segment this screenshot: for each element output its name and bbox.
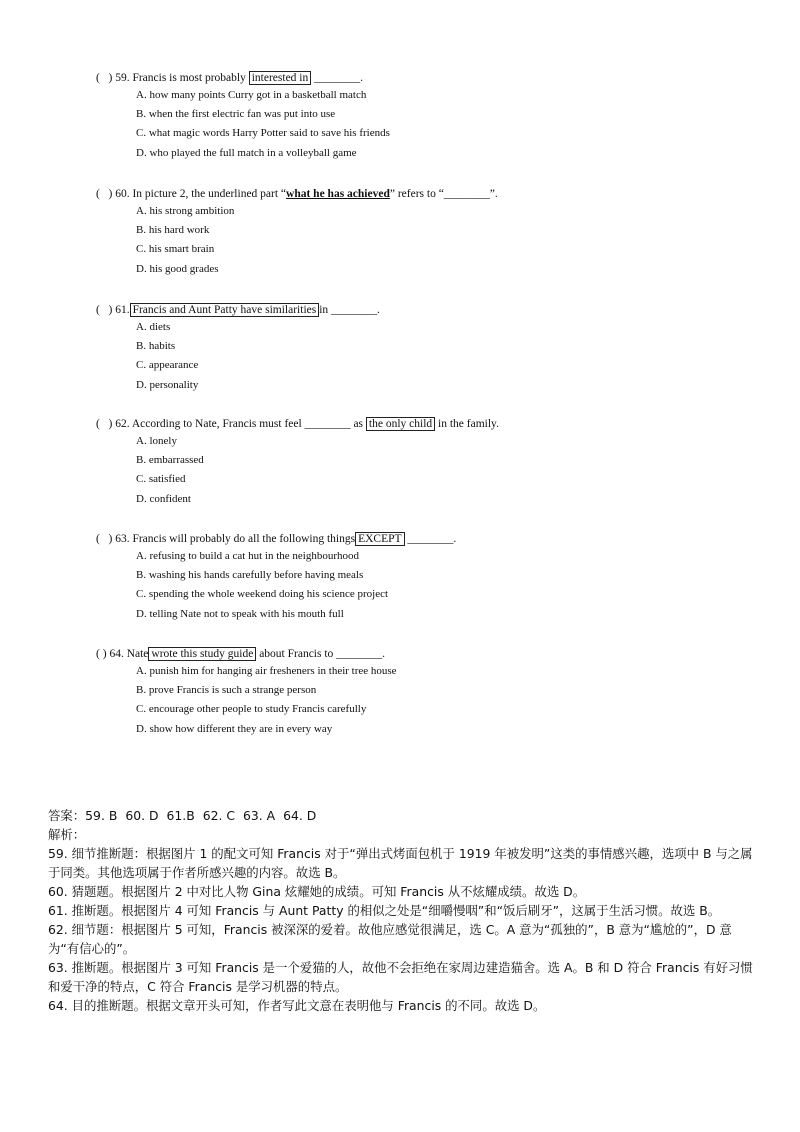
answer-section <box>48 806 760 1015</box>
option: C. appearance <box>136 359 199 372</box>
question-61 <box>96 302 380 395</box>
question-64 <box>96 646 397 739</box>
option: B. prove Francis is such a strange person <box>136 684 317 697</box>
option: C. satisfied <box>136 473 186 486</box>
option: A. lonely <box>136 435 177 447</box>
option: B. washing his hands carefully before having meals <box>136 569 364 582</box>
option: D. show how different they are in every way <box>136 722 333 735</box>
analysis-line: 59. 细节推断题：根据图片 1 的配文可知 Francis 对于“弹出式烤面包机于 1919 年被发明”这类的事情感兴趣，选项中 B 与之属于同类。其他选项属于作者所感兴趣的内容。故选 B。 <box>48 846 753 880</box>
answer-keys: 答案：59. B 60. D 61.B 62. C 63. A 64. D <box>48 808 317 823</box>
option: B. when the first electric fan was put into use <box>136 108 336 121</box>
boxed-keyword: wrote this study guide <box>148 647 256 661</box>
question-62 <box>96 416 499 509</box>
option: A. punish him for hanging air fresheners in their tree house <box>136 665 397 677</box>
question-stem: ( ) 64. Nate wrote this study guide about Francis to ________. <box>96 648 386 660</box>
underlined-phrase: what he has achieved <box>286 188 390 200</box>
question-stem: ( ) 59. Francis is most probably interested in ________. <box>96 72 363 84</box>
option: C. encourage other people to study Francis carefully <box>136 703 367 716</box>
question-stem: ( ) 60. In picture 2, the underlined part “what he has achieved” refers to “________”. <box>96 188 498 200</box>
option: C. his smart brain <box>136 243 215 256</box>
analysis-line: 63. 推断题。根据图片 3 可知 Francis 是一个爱猫的人，故他不会拒绝在家周边建造猫舍。选 A。B 和 D 符合 Francis 有好习惯和爱干净的特点，C 符合 Francis 是学习机器的特点。 <box>48 960 753 994</box>
question-63 <box>96 531 456 624</box>
boxed-keyword: EXCEPT <box>355 532 404 546</box>
analysis-line: 60. 猜题题。根据图片 2 中对比人物 Gina 炫耀她的成绩。可知 Francis 从不炫耀成绩。故选 D。 <box>48 884 586 899</box>
question-number: 61. <box>115 304 130 316</box>
option: A. how many points Curry got in a basketball match <box>136 89 367 101</box>
boxed-keyword: interested in <box>249 71 312 85</box>
option: C. spending the whole weekend doing his science project <box>136 588 389 601</box>
option: D. confident <box>136 492 191 505</box>
boxed-keyword: the only child <box>366 417 435 431</box>
option: A. his strong ambition <box>136 205 235 217</box>
analysis-line: 62. 细节题：根据图片 5 可知，Francis 被深深的爱着。故他应感觉很满足，选 C。A 意为“孤独的”，B 意为“尴尬的”，D 意为“有信心的”。 <box>48 922 732 956</box>
question-stem: ( ) 63. Francis will probably do all the following things EXCEPT ________. <box>96 533 457 545</box>
option: D. personality <box>136 378 199 391</box>
option: D. who played the full match in a volleyball game <box>136 146 357 159</box>
option: B. his hard work <box>136 224 210 237</box>
question-stem: ( ) 61. Francis and Aunt Patty have similarities in ________. <box>96 304 380 316</box>
answer-label: 答案： <box>48 808 86 823</box>
option: A. refusing to build a cat hut in the neighbourhood <box>136 550 360 562</box>
analysis-line: 61. 推断题。根据图片 4 可知 Francis 与 Aunt Patty 的相似之处是“细嚼慢咽”和“饭后刷牙”，这属于生活习惯。故选 B。 <box>48 903 721 918</box>
option: C. what magic words Harry Potter said to save his friends <box>136 127 390 140</box>
question-stem: ( ) 62. According to Nate, Francis must feel ________ as the only child in the family. <box>96 418 499 430</box>
question-59 <box>96 70 390 163</box>
question-number: 63. <box>115 533 130 545</box>
analysis-line: 64. 目的推断题。根据文章开头可知，作者写此文意在表明他与 Francis 的不同。故选 D。 <box>48 998 546 1013</box>
question-60 <box>96 186 498 279</box>
option: A. diets <box>136 321 171 333</box>
option: D. telling Nate not to speak with his mouth full <box>136 607 344 620</box>
option: B. habits <box>136 340 176 353</box>
question-number: 62. <box>115 418 130 430</box>
analysis-label: 解析： <box>48 827 86 842</box>
question-number: 59. <box>115 72 130 84</box>
question-number: 60. <box>115 188 130 200</box>
option: B. embarrassed <box>136 454 204 467</box>
boxed-keyword: Francis and Aunt Patty have similarities <box>130 303 320 317</box>
question-number: 64. <box>109 648 124 660</box>
option: D. his good grades <box>136 262 219 275</box>
